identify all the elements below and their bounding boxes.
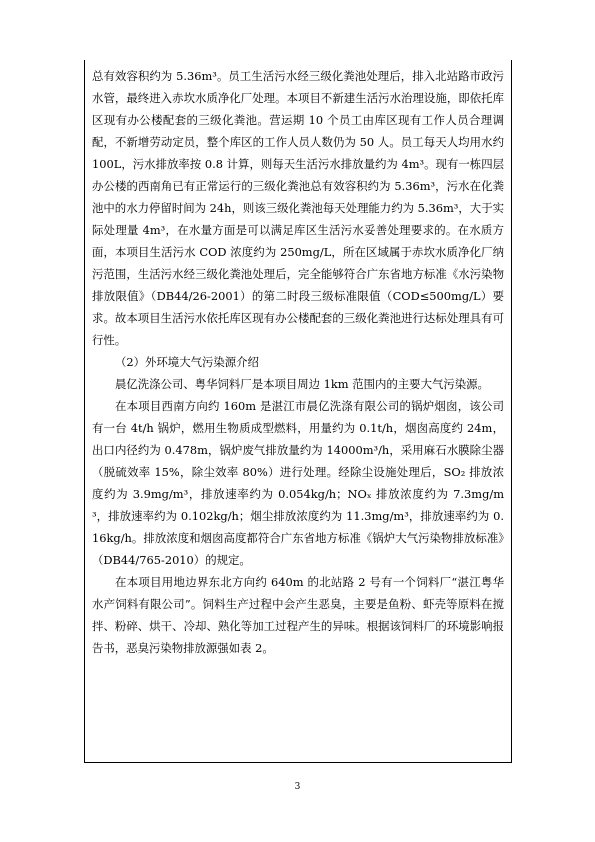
paragraph-feed-factory: 在本项目用地边界东北方向约 640m 的北站路 2 号有一个饲料厂“湛江粤华水产饲料有限公司”。饲料生产过程中会产生恶臭，主要是鱼粉、虾壳等原料在搅拌、粉碎、烘干、冷却、熟化等加工过程产生的异味。根据该饲料厂的环境影响报告书，恶臭污染物排放源强如表 2。 [92, 575, 504, 655]
page-number: 3 [294, 782, 301, 792]
paragraph-boiler-chimney: 在本项目西南方向约 160m 是湛江市晨亿洗涤有限公司的锅炉烟囱，该公司有一台 4t/h 锅炉，燃用生物质成型燃料，用量约为 0.1t/h，烟囱高度约 24m，出口内径约为 0.478m，锅炉废气排放量约为 14000m³/h，采用麻石水膜除尘器（脱硫效率 15%，除尘效率 80%）进行处理。经除尘设施处理后，SO₂ 排放浓度约为 3.9mg/m³，排放速率约为 0.054kg/h；NOₓ 排放浓度约为 7.3mg/m³，排放速率约为 0.102kg/h；烟尘排放浓度约为 11.3mg/m³，排放速率约为 0.16kg/h。排放浓度和烟囱高度都符合广东省地方标准《锅炉大气污染物排放标准》（DB44/765-2010）的规定。 [92, 399, 504, 567]
paragraph-main-air-sources: 晨亿洗涤公司、粤华饲料厂是本项目周边 1km 范围内的主要大气污染源。 [115, 377, 489, 391]
section-heading-air-pollution: （2）外环境大气污染源介绍 [115, 355, 259, 369]
document-body [85, 60, 511, 659]
content-table-frame [84, 60, 512, 763]
paragraph-sewage-treatment: 总有效容积约为 5.36m³。员工生活污水经三级化粪池处理后，排入北站路市政污水管，最终进入赤坎水质净化厂处理。本项目不新建生活污水治理设施，即依托库区现有办公楼配套的三级化粪池。营运期 10 个员工由库区现有工作人员合理调配，不新增劳动定员，整个库区的工作人员人数仍为 50 人。员工每天人均用水约 100L，污水排放率按 0.8 计算，则每天生活污水排放量约为 4m³。现有一栋四层办公楼的西南角已有正常运行的三级化粪池总有效容积约为 5.36m³，污水在化粪池中的水力停留时间为 24h，则该三级化粪池每天处理能力约为 5.36m³，大于实际处理量 4m³，在水量方面是可以满足库区生活污水妥善处理要求的。在水质方面，本项目生活污水 COD 浓度约为 250mg/L，所在区域属于赤坎水质净化厂纳污范围，生活污水经三级化粪池处理后，完全能够符合广东省地方标准《水污染物排放限值》（DB44/26-2001）的第二时段三级标准限值（COD≤500mg/L）要求。故本项目生活污水依托库区现有办公楼配套的三级化粪池进行达标处理具有可行性。 [92, 69, 504, 347]
